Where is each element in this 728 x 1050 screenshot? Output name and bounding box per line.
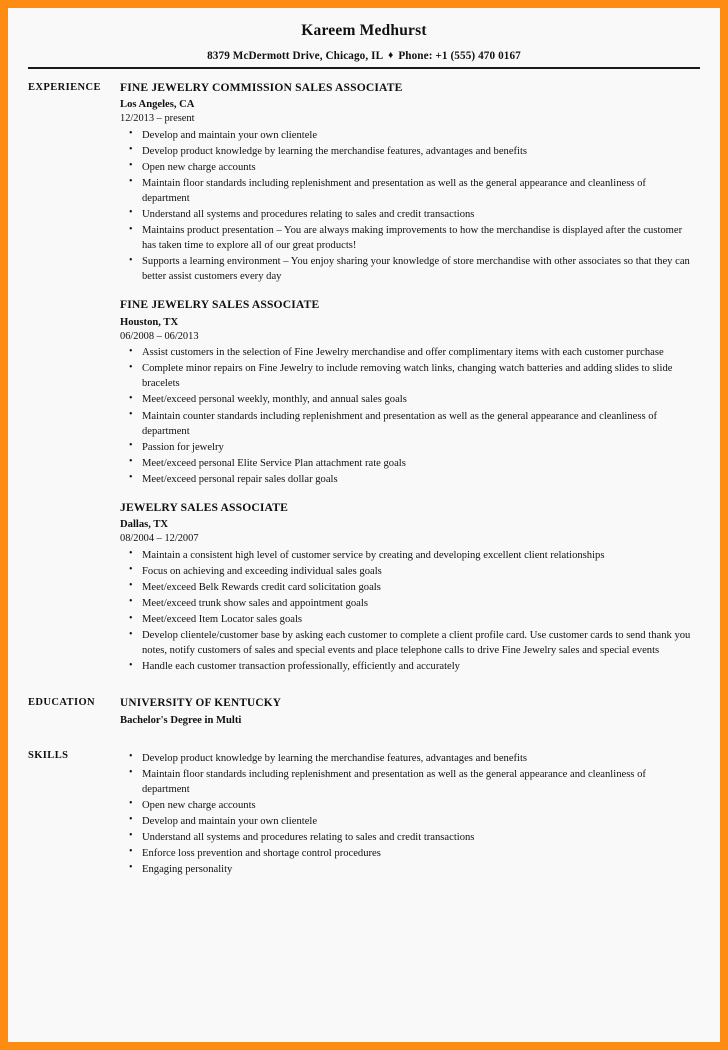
job-dates: 08/2004 – 12/2007 bbox=[120, 533, 199, 545]
list-item: • Develop and maintain your own clientele bbox=[120, 128, 694, 143]
section-experience bbox=[8, 81, 720, 675]
list-item: • Develop product knowledge by learning the merchandise features, advantages and benefits bbox=[120, 144, 694, 159]
job-bullet-list bbox=[120, 128, 694, 284]
list-item: • Maintains product presentation – You are always making improvements to how the merchandise is displayed after the customer has taken time to explore all of our great products! bbox=[120, 223, 694, 253]
list-item: • Meet/exceed personal repair sales dollar goals bbox=[120, 472, 694, 487]
list-item: • Understand all systems and procedures relating to sales and credit transactions bbox=[120, 830, 694, 845]
list-item: • Develop clientele/customer base by asking each customer to complete a client profile card. Use customer cards to send thank you notes, notify customers of sales and special events and place telephone calls to drive Fine Jewelry sales and special events bbox=[120, 628, 694, 658]
list-item: • Develop and maintain your own clientele bbox=[120, 814, 694, 829]
experience-entries bbox=[120, 81, 720, 675]
list-item: • Passion for jewelry bbox=[120, 440, 694, 455]
job-title: FINE JEWELRY SALES ASSOCIATE bbox=[120, 298, 320, 312]
skills-entries bbox=[120, 749, 720, 877]
job-bullet-list bbox=[120, 548, 694, 674]
list-item: • Open new charge accounts bbox=[120, 160, 694, 175]
job-bullet-list bbox=[120, 345, 694, 486]
skills-bullet-list bbox=[120, 751, 694, 877]
candidate-contact-line bbox=[8, 50, 720, 62]
education-school: UNIVERSITY OF KENTUCKY bbox=[120, 697, 282, 710]
experience-entry bbox=[120, 501, 694, 674]
list-item: • Complete minor repairs on Fine Jewelry to include removing watch links, changing watch batteries and adding slides to slide bracelets bbox=[120, 361, 694, 391]
job-dates: 12/2013 – present bbox=[120, 113, 195, 125]
list-item: • Develop product knowledge by learning the merchandise features, advantages and benefits bbox=[120, 751, 694, 766]
list-item: • Open new charge accounts bbox=[120, 798, 694, 813]
candidate-phone: Phone: +1 (555) 470 0167 bbox=[398, 49, 521, 62]
section-label-skills: SKILLS bbox=[28, 749, 69, 761]
resume-body bbox=[8, 69, 720, 877]
list-item: • Meet/exceed personal Elite Service Plan attachment rate goals bbox=[120, 456, 694, 471]
list-item: • Maintain a consistent high level of customer service by creating and developing excellent client relationships bbox=[120, 548, 694, 563]
list-item: • Maintain floor standards including replenishment and presentation as well as the general appearance and cleanliness of department bbox=[120, 767, 694, 797]
list-item: • Understand all systems and procedures relating to sales and credit transactions bbox=[120, 207, 694, 222]
candidate-name: Kareem Medhurst bbox=[301, 22, 427, 39]
experience-entry bbox=[120, 81, 694, 285]
list-item: • Assist customers in the selection of Fine Jewelry merchandise and offer complimentary items with each customer purchase bbox=[120, 345, 694, 360]
education-entries bbox=[120, 696, 720, 727]
education-degree: Bachelor's Degree in Multi bbox=[120, 714, 242, 726]
resume-page bbox=[8, 8, 720, 1042]
job-title: FINE JEWELRY COMMISSION SALES ASSOCIATE bbox=[120, 80, 403, 94]
job-location: Dallas, TX bbox=[120, 519, 169, 531]
section-label-education: EDUCATION bbox=[28, 697, 95, 709]
list-item: • Meet/exceed Belk Rewards credit card solicitation goals bbox=[120, 580, 694, 595]
list-item: • Meet/exceed personal weekly, monthly, and annual sales goals bbox=[120, 392, 694, 407]
list-item: • Supports a learning environment – You enjoy sharing your knowledge of store merchandise with other associates so that they can better assist customers every day bbox=[120, 254, 694, 284]
job-dates: 06/2008 – 06/2013 bbox=[120, 330, 199, 342]
list-item: • Maintain counter standards including replenishment and presentation as well as the general appearance and cleanliness of department bbox=[120, 409, 694, 439]
list-item: • Meet/exceed Item Locator sales goals bbox=[120, 612, 694, 627]
list-item: • Meet/exceed trunk show sales and appointment goals bbox=[120, 596, 694, 611]
list-item: • Engaging personality bbox=[120, 862, 694, 877]
experience-entry bbox=[120, 298, 694, 487]
job-title: JEWELRY SALES ASSOCIATE bbox=[120, 500, 288, 514]
candidate-address: 8379 McDermott Drive, Chicago, IL bbox=[207, 49, 384, 62]
section-education bbox=[8, 696, 720, 727]
list-item: • Maintain floor standards including replenishment and presentation as well as the general appearance and cleanliness of department bbox=[120, 176, 694, 206]
section-label-experience: EXPERIENCE bbox=[28, 81, 101, 93]
section-skills bbox=[8, 749, 720, 877]
job-location: Houston, TX bbox=[120, 316, 179, 328]
list-item: • Focus on achieving and exceeding individual sales goals bbox=[120, 564, 694, 579]
list-item: • Enforce loss prevention and shortage control procedures bbox=[120, 846, 694, 861]
list-item: • Handle each customer transaction professionally, efficiently and accurately bbox=[120, 659, 694, 674]
resume-header bbox=[8, 8, 720, 62]
job-location: Los Angeles, CA bbox=[120, 99, 195, 111]
diamond-separator-icon: ♦ bbox=[388, 49, 394, 61]
